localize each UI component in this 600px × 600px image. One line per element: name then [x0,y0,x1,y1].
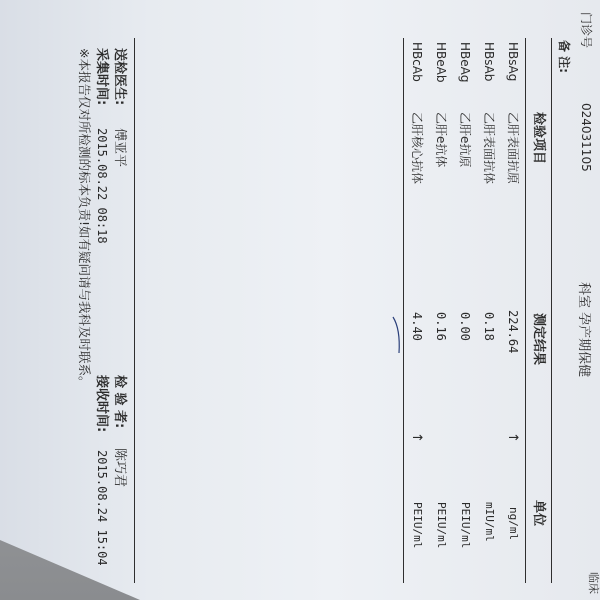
row-name: 乙肝e抗原 [458,112,472,168]
row-code: HBeAg [458,42,472,83]
col-unit-header: 单位 [531,500,546,527]
remark-label: 备 注: [557,40,571,73]
row-code: HBsAg [506,42,520,82]
row-name: 乙肝e抗体 [434,112,448,168]
table-top-rule [551,38,552,583]
row-name: 乙肝表面抗体 [482,112,496,185]
row-code: HBeAb [434,42,448,83]
table-bottom-rule [403,38,404,583]
row-result: 4.40 [410,312,424,341]
row-unit: PEIU/ml [435,502,448,549]
row-unit: mIU/ml [483,502,496,542]
row-flag-up-icon: ↑ [505,432,520,443]
edge-label: 临床 [587,572,600,594]
collect-time-label: 采集时间: [94,48,109,106]
disclaimer: ※本报告仅对所检测的标本负责!如有疑问请与我科及时联系。 [77,48,92,389]
row-flag-up-icon: ↑ [409,432,424,443]
row-result: 0.16 [434,312,448,341]
row-unit: ng/ml [507,507,520,541]
clinic-no-value: 024031105 [579,103,593,172]
department: 科室 孕产期保健 [576,282,591,378]
collect-time-value: 2015.08.22 08:18 [95,128,109,244]
doctor-name: 傅亚平 [112,128,127,168]
row-result: 0.00 [458,312,472,341]
table-footer-rule [134,38,135,583]
receive-time-value: 2015.08.24 15:04 [95,450,109,566]
row-unit: PEIU/ml [459,502,472,549]
row-unit: PEIU/ml [411,502,424,549]
receive-time-label: 接收时间: [94,375,109,433]
table-header-rule [525,38,526,583]
row-code: HBcAb [410,42,424,82]
row-name: 乙肝表面抗原 [506,112,520,185]
pen-mark [390,315,406,355]
clinic-no-label: 门诊号 [579,12,593,49]
col-result-header: 测定结果 [531,313,546,366]
examiner-name: 陈巧君 [112,448,127,488]
col-item-header: 检验项目 [531,112,546,165]
row-result: 224.64 [506,310,520,354]
row-result: 0.18 [482,312,496,341]
examiner-label: 检 验 者: [112,375,127,429]
row-name: 乙肝核心抗体 [410,112,424,185]
doctor-label: 送检医生: [112,48,127,106]
row-code: HBsAb [482,42,496,82]
